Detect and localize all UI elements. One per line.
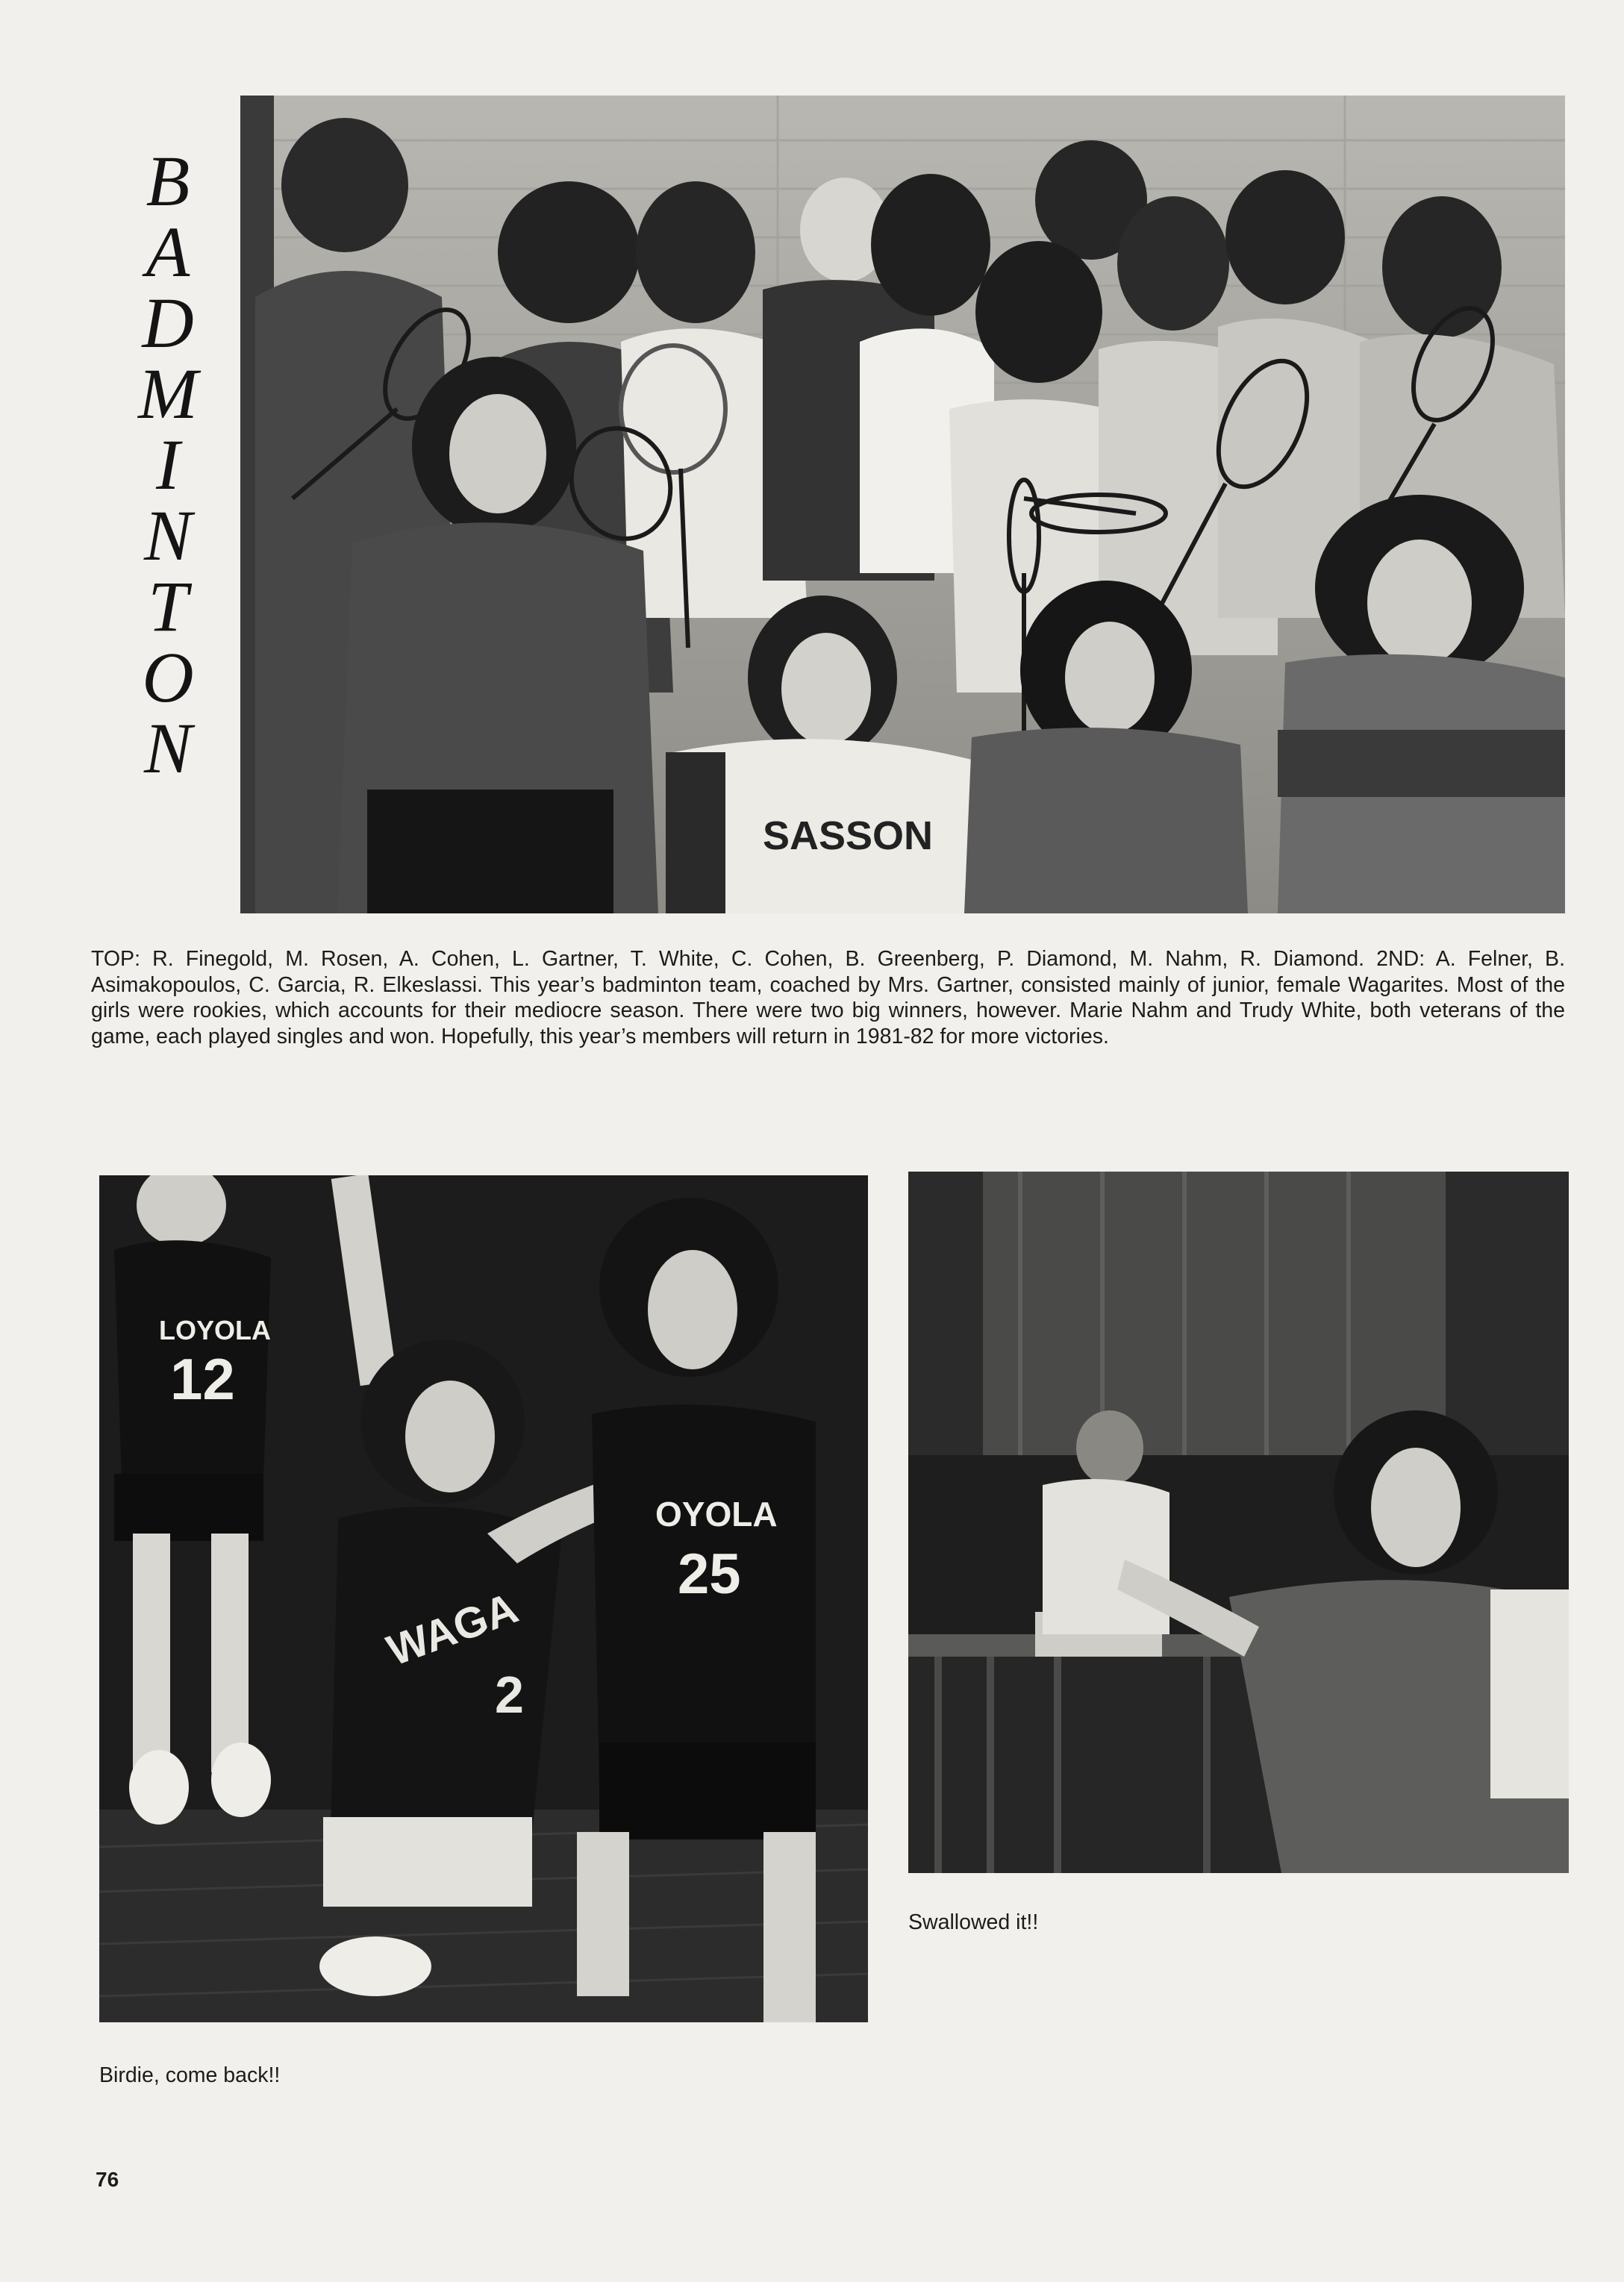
birdie-photo-image — [99, 1175, 868, 2022]
title-letter: A — [146, 212, 190, 292]
team-photo — [240, 96, 1565, 913]
section-title-badminton — [112, 141, 224, 788]
jersey-number-left: 12 — [170, 1346, 235, 1412]
jersey-text-waga: WAGA — [381, 1584, 525, 1675]
title-letter: N — [143, 708, 193, 788]
page-number: 76 — [96, 2168, 119, 2191]
swallowed-caption: Swallowed it!! — [908, 1910, 1039, 1934]
birdie-photo — [99, 1175, 868, 2022]
jersey-number-waga: 2 — [495, 1666, 524, 1724]
jersey-text-loyola-left: LOYOLA — [159, 1315, 271, 1345]
shirt-text-sassoon: SASSON — [763, 813, 934, 858]
swallowed-photo — [908, 1172, 1569, 1873]
title-letter: N — [143, 496, 193, 575]
title-letter: D — [142, 283, 194, 363]
birdie-caption: Birdie, come back!! — [99, 2063, 281, 2087]
title-letter: M — [138, 354, 198, 434]
team-caption: TOP: R. Finegold, M. Rosen, A. Cohen, L. Gartner, T. White, C. Cohen, B. Greenberg, P. Diamond, M. Nahm, R. Diamond. 2ND: A. Felner, B. Asimakopoulos, C. Garcia, R. Elkeslassi. This year’s badminton team, coached by Mrs. Gartner, consisted mainly of junior, female Wagarites. Most of the girls were rookies, which accounts for their mediocre season. There were two big winners, however. Marie Nahm and Trudy White, both veterans of the game, each played singles and won. Hopefully, this year’s members will return in 1981-82 for more victories. — [91, 947, 1565, 1048]
swallowed-photo-image — [908, 1172, 1569, 1873]
team-photo-image — [240, 96, 1565, 913]
jersey-text-loyola-right: OYOLA — [655, 1495, 778, 1534]
title-letter: O — [142, 637, 194, 717]
title-letter: B — [146, 141, 190, 221]
jersey-number-right: 25 — [678, 1542, 741, 1606]
title-letter: T — [148, 566, 188, 646]
title-letter: I — [156, 425, 180, 504]
